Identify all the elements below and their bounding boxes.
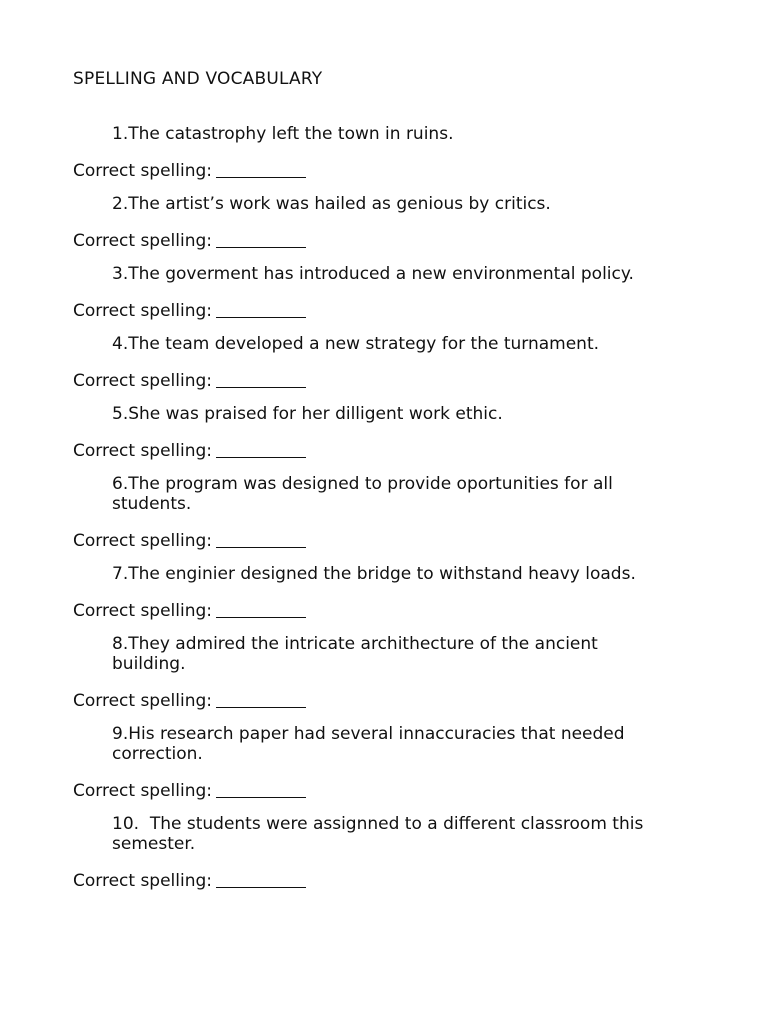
answer-label: Correct spelling: <box>73 871 213 891</box>
answer-line-10 <box>73 869 306 891</box>
answer-line-9 <box>73 779 306 801</box>
answer-line-2 <box>73 229 306 251</box>
question-8: 8.They admired the intricate archithecture of the ancient building. <box>112 634 598 674</box>
answer-label: Correct spelling: <box>73 531 213 551</box>
answer-line-5 <box>73 439 306 461</box>
answer-label: Correct spelling: <box>73 161 213 181</box>
question-10: 10. The students were assignned to a different classroom this semester. <box>112 814 649 854</box>
answer-blank[interactable] <box>216 779 306 798</box>
answer-blank[interactable] <box>216 229 306 248</box>
answer-label: Correct spelling: <box>73 601 213 621</box>
answer-line-6 <box>73 529 306 551</box>
question-2: 2.The artist’s work was hailed as genious by critics. <box>112 194 551 214</box>
answer-line-3 <box>73 299 306 321</box>
question-4: 4.The team developed a new strategy for the turnament. <box>112 334 600 354</box>
answer-label: Correct spelling: <box>73 231 213 251</box>
question-1: 1.The catastrophy left the town in ruins. <box>112 124 454 144</box>
answer-blank[interactable] <box>216 869 306 888</box>
question-3: 3.The goverment has introduced a new environmental policy. <box>112 264 634 284</box>
question-5: 5.She was praised for her dilligent work ethic. <box>112 404 503 424</box>
answer-blank[interactable] <box>216 529 306 548</box>
answer-label: Correct spelling: <box>73 441 213 461</box>
answer-blank[interactable] <box>216 159 306 178</box>
question-7: 7.The enginier designed the bridge to withstand heavy loads. <box>112 564 636 584</box>
answer-blank[interactable] <box>216 439 306 458</box>
page-title: SPELLING AND VOCABULARY <box>73 69 323 89</box>
answer-blank[interactable] <box>216 369 306 388</box>
answer-label: Correct spelling: <box>73 371 213 391</box>
answer-label: Correct spelling: <box>73 691 213 711</box>
answer-line-4 <box>73 369 306 391</box>
answer-blank[interactable] <box>216 599 306 618</box>
question-6: 6.The program was designed to provide oportunities for all students. <box>112 474 613 514</box>
answer-line-7 <box>73 599 306 621</box>
answer-label: Correct spelling: <box>73 781 213 801</box>
question-9: 9.His research paper had several innaccuracies that needed correction. <box>112 724 625 764</box>
answer-line-8 <box>73 689 306 711</box>
answer-line-1 <box>73 159 306 181</box>
answer-blank[interactable] <box>216 689 306 708</box>
answer-blank[interactable] <box>216 299 306 318</box>
answer-label: Correct spelling: <box>73 301 213 321</box>
